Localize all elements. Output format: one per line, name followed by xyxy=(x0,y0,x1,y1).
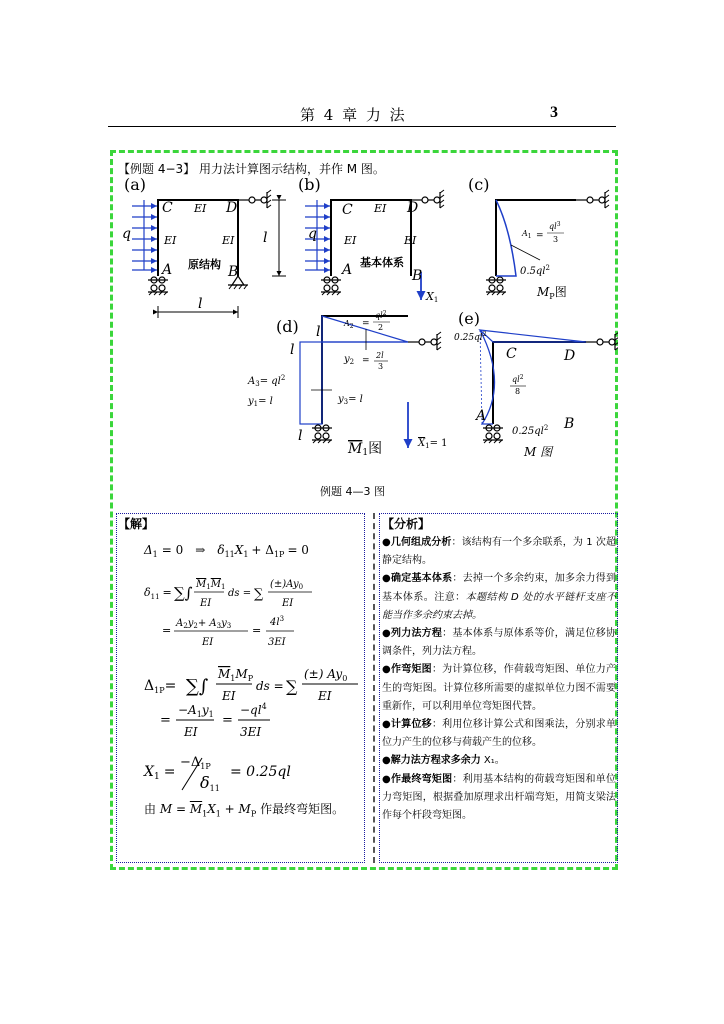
svg-text:EI: EI xyxy=(222,234,235,247)
svg-text:=: = xyxy=(362,356,370,366)
svg-text:l: l xyxy=(290,342,295,358)
svg-text:0.25ql2: $0.25ql^2$ xyxy=(454,331,487,343)
svg-text:B: B xyxy=(228,264,239,280)
header-rule xyxy=(108,126,616,127)
svg-text:=: = xyxy=(160,713,171,728)
svg-text:∑: ∑ xyxy=(286,677,298,696)
svg-text:EI: EI xyxy=(200,598,212,609)
analysis-heading: 【分析】 xyxy=(382,517,431,531)
analysis-item-1: ●几何组成分析：该结构有一个多余联系，为 1 次超静定结构。 xyxy=(382,537,616,567)
svg-text:A: A xyxy=(162,262,173,278)
svg-text:∑∫: ∑∫ xyxy=(174,584,193,602)
svg-text:A1: $A_1$ xyxy=(522,229,532,240)
svg-text:EI: EI xyxy=(222,689,236,703)
svg-text:3EI: 3EI xyxy=(240,725,262,739)
svg-text:ql3: $ql^3$ xyxy=(549,221,561,231)
svg-text:ds =: ds = xyxy=(256,679,284,693)
svg-text:EI: EI xyxy=(184,725,198,739)
page-number: 3 xyxy=(550,104,558,121)
equation-6 xyxy=(143,755,291,793)
svg-text:q: q xyxy=(308,226,317,242)
equation-4 xyxy=(144,667,358,703)
svg-text:C: C xyxy=(506,346,517,362)
svg-text:2: 2 xyxy=(378,323,384,332)
svg-text:δ11=: $\delta_{11}$ = xyxy=(144,586,172,601)
svg-text:0.25ql2: $0.25ql^2$ xyxy=(512,424,549,437)
chapter-title: 第 4 章 力 法 xyxy=(300,106,407,124)
label-a: (a) xyxy=(124,175,147,194)
svg-text:X1=: $X_1$ = xyxy=(144,764,176,782)
analysis-item-3: ●列力法方程：基本体系与原体系等价，满足位移协调条件，列力法方程。 xyxy=(382,628,617,658)
solution-heading: 【解】 xyxy=(118,517,155,531)
svg-text:EI: EI xyxy=(282,598,294,609)
svg-text:D: D xyxy=(407,200,419,216)
svg-text:4l3: $4l^3$ xyxy=(270,615,285,628)
svg-text:M 图: M 图 xyxy=(524,445,553,459)
label-d: (d) xyxy=(276,317,299,336)
equation-5 xyxy=(160,702,270,739)
svg-text:EI: EI xyxy=(164,234,177,247)
analysis-item-2: ●确定基本体系：去掉一个多余约束，加多余力得到基本体系。注意：本题结构 D 处的水平链杆支座不能当作多余约束去掉。 xyxy=(382,573,617,621)
svg-text:A: A xyxy=(476,408,487,424)
column-divider xyxy=(373,513,375,863)
svg-text:C: C xyxy=(342,202,353,218)
svg-text:基本体系: 基本体系 xyxy=(360,256,404,269)
svg-text:A2y2+ A3y3: $A_2y_2+ A_3y_3$ xyxy=(176,618,232,630)
svg-text:y2: $y_2$ xyxy=(344,354,355,366)
svg-text:Δ1P=: $\Delta_{1P}=$ xyxy=(144,678,177,695)
svg-text:3EI: 3EI xyxy=(268,637,286,648)
svg-text:ql2: $ql^2$ xyxy=(512,374,524,384)
svg-text:l: l xyxy=(298,428,303,444)
analysis-item-5: ●计算位移：利用位移计算公式和图乘法，分别求单位力产生的位移与荷载产生的位移。 xyxy=(382,719,617,749)
svg-text:ds =: ds = xyxy=(228,588,252,599)
figure-d xyxy=(247,310,448,458)
svg-text:8: 8 xyxy=(515,387,521,396)
figure-b xyxy=(298,175,444,304)
svg-text:(±)Ay0: $(\pm)Ay_0$ xyxy=(270,579,304,591)
svg-text:A: A xyxy=(342,262,353,278)
svg-text:2l: 2l xyxy=(376,351,384,360)
svg-text:y1= l: $y_1= l$ xyxy=(248,396,273,408)
final-statement: 由 $M = \overline{M}_1X_1 + M_P$ 作最终弯矩图。 xyxy=(144,802,345,819)
analysis-item-6: ●解力法方程求多余力 X₁。 xyxy=(382,755,505,767)
svg-text:−A1y1: $-A_1y_1$ xyxy=(178,703,214,719)
svg-text:EI: EI xyxy=(318,689,332,703)
svg-text:= 0.25ql: = 0.25ql xyxy=(230,764,291,780)
figure-e xyxy=(454,309,618,459)
svg-text:EI: EI xyxy=(194,202,207,215)
svg-text:B: B xyxy=(564,416,575,432)
svg-text:∑: ∑ xyxy=(254,587,264,602)
svg-text:EI: EI xyxy=(344,234,357,247)
svg-text:M1MP: $M_1M_P$ xyxy=(218,667,254,683)
svg-text:3: 3 xyxy=(553,235,559,244)
label-e: (e) xyxy=(458,309,480,328)
equation-2 xyxy=(144,579,312,609)
svg-text:X1: X1 xyxy=(426,290,439,304)
svg-text:l: l xyxy=(198,296,203,312)
svg-text:=: = xyxy=(252,624,262,637)
svg-text:X1= 1: $X_1= 1$ xyxy=(418,438,448,450)
svg-text:3: 3 xyxy=(378,362,384,371)
equation-3 xyxy=(162,615,294,648)
svg-text:EI: EI xyxy=(404,234,417,247)
svg-text:(±) Ay0: (±) $Ay_0$ xyxy=(304,667,348,683)
svg-text:−Δ1P: $-\Delta_{1P}$ xyxy=(180,755,211,771)
label-b: (b) xyxy=(298,175,321,194)
svg-text:A2: $A_2$ xyxy=(344,319,354,330)
equation-1 xyxy=(143,543,309,559)
svg-text:=: = xyxy=(162,624,172,637)
example-figures xyxy=(112,172,618,478)
svg-text:B: B xyxy=(412,268,423,284)
svg-text:l: l xyxy=(316,324,321,340)
svg-text:−ql4: $-ql^4$ xyxy=(240,702,267,717)
svg-text:0.5ql2: $0.5ql^2$ xyxy=(520,264,550,277)
svg-text:Δ1= 0⇒δ11X1+ Δ1P= 0: $\Delta_1 = 0$ ⇒ $\delta_{11}X_1 + \Delta_{1P} = 0$ xyxy=(144,543,309,559)
svg-text:l: l xyxy=(263,230,268,246)
analysis-item-4: ●作弯矩图：为计算位移，作荷载弯矩图、单位力产生的弯矩图。计算位移所需要的虚拟单位力图不需要重新作，可以利用单位弯矩图代替。 xyxy=(382,664,617,712)
svg-text:ql2: $ql^2$ xyxy=(375,310,387,320)
svg-text:原结构: 原结构 xyxy=(188,258,221,271)
figure-caption: 例题 4—3 图 xyxy=(320,485,385,498)
svg-text:A3= ql2: $A_3= ql^2$ xyxy=(248,374,286,388)
svg-text:=: = xyxy=(536,231,544,241)
svg-text:EI: EI xyxy=(374,202,387,215)
svg-text:δ11: δ11 xyxy=(200,773,220,793)
analysis-item-7: ●作最终弯矩图：利用基本结构的荷载弯矩图和单位力弯矩图，根据叠加原理求出杆端弯矩，用简支梁法作每个杆段弯矩图。 xyxy=(382,773,616,822)
svg-text:EI: EI xyxy=(202,637,214,648)
svg-text:q: q xyxy=(122,226,131,242)
svg-text:M1M1: $M_1M_1$ xyxy=(196,579,226,591)
svg-text:y3= l: $y_3= l$ xyxy=(338,394,363,406)
svg-text:MP图: $M_P$图 xyxy=(537,285,567,301)
svg-text:C: C xyxy=(162,200,173,216)
label-c: (c) xyxy=(468,175,490,194)
svg-text:=: = xyxy=(222,713,233,728)
solution-equations xyxy=(118,532,363,798)
figure-a xyxy=(122,175,286,318)
svg-text:D: D xyxy=(564,348,576,364)
svg-text:D: D xyxy=(226,200,238,216)
svg-text:∑∫: ∑∫ xyxy=(186,676,209,697)
example-title: 【例题 4−3】 用力法计算图示结构，并作 M 图。 xyxy=(118,162,385,176)
svg-text:=: = xyxy=(362,319,370,329)
figure-c xyxy=(468,175,609,301)
svg-text:M1图: M1图 xyxy=(348,441,383,458)
analysis-text xyxy=(382,534,616,825)
